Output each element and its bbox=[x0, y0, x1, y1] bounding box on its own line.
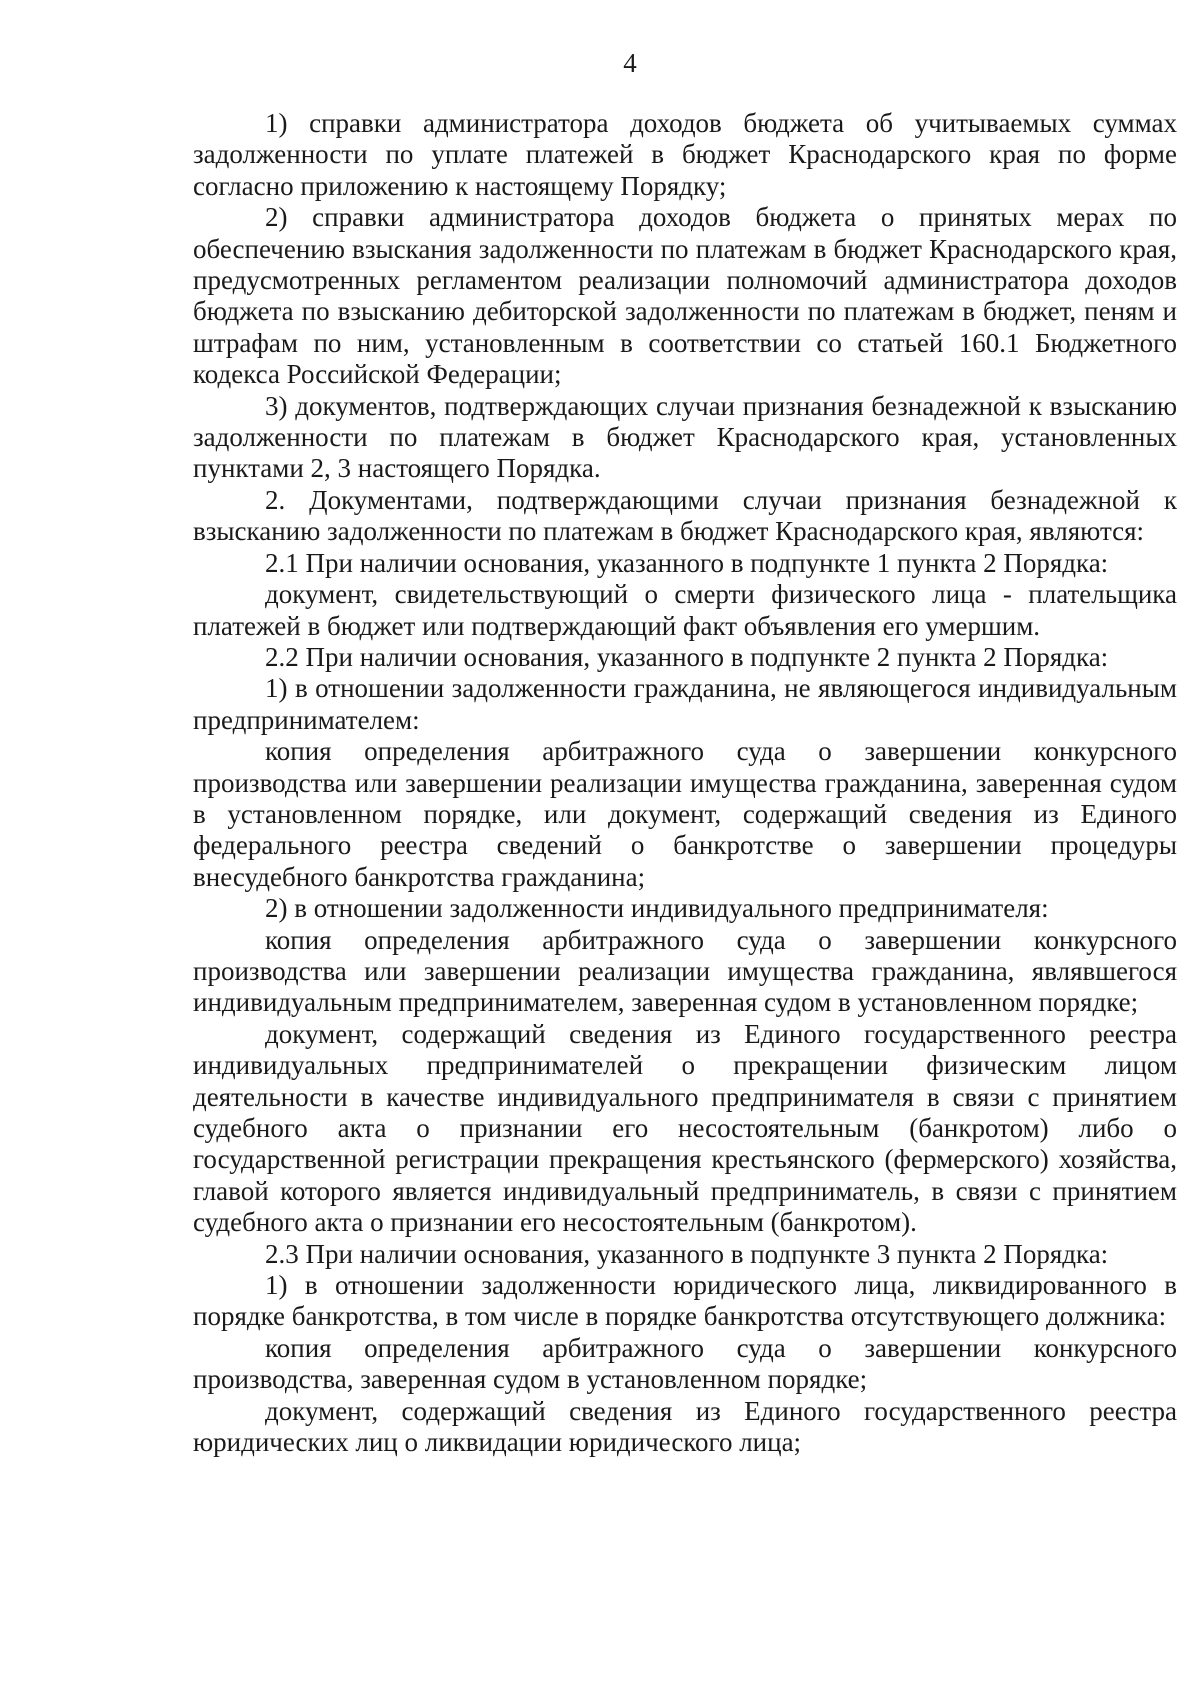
paragraph: копия определения арбитражного суда о завершении конкурсного производства или завершении реализации имущества гражданина, заверенная судом в установленном порядке, или документ, содержащий сведения из Единого федерального реестра сведений о банкротстве о завершении процедуры внесудебного банкротства гражданина; bbox=[193, 736, 1177, 892]
paragraph: документ, содержащий сведения из Единого государственного реестра индивидуальных предпринимателей о прекращении физическим лицом деятельности в качестве индивидуального предпринимателя в связи с принятием судебного акта о признании его несостоятельным (банкротом) либо о государственной регистрации прекращения крестьянского (фермерского) хозяйства, главой которого является индивидуальный предприниматель, в связи с принятием судебного акта о признании его несостоятельным (банкротом). bbox=[193, 1018, 1177, 1238]
paragraph: документ, содержащий сведения из Единого государственного реестра юридических лиц о ликвидации юридического лица; bbox=[193, 1395, 1177, 1458]
paragraph: 3) документов, подтверждающих случаи признания безнадежной к взысканию задолженности по платежам в бюджет Краснодарского края, установленных пунктами 2, 3 настоящего Порядка. bbox=[193, 390, 1177, 484]
paragraph: документ, свидетельствующий о смерти физического лица - плательщика платежей в бюджет или подтверждающий факт объявления его умершим. bbox=[193, 579, 1177, 641]
paragraph: 2. Документами, подтверждающими случаи признания безнадежной к взысканию задолженности по платежам в бюджет Краснодарского края, являются: bbox=[193, 484, 1177, 547]
paragraph: 1) в отношении задолженности юридического лица, ликвидированного в порядке банкротства, в том числе в порядке банкротства отсутствующего должника: bbox=[193, 1270, 1177, 1332]
paragraph: 2) справки администратора доходов бюджета о принятых мерах по обеспечению взыскания задолженности по платежам в бюджет Краснодарского края, предусмотренных регламентом реализации полномочий администратора доходов бюджета по взысканию дебиторской задолженности по платежам в бюджет, пеням и штрафам по ним, установленным в соответствии со статьей 160.1 Бюджетного кодекса Российской Федерации; bbox=[193, 202, 1177, 390]
paragraph: 2.2 При наличии основания, указанного в подпункте 2 пункта 2 Порядка: bbox=[265, 641, 1109, 672]
paragraph: копия определения арбитражного суда о завершении конкурсного производства, заверенная судом в установленном порядке; bbox=[193, 1332, 1177, 1395]
document-body bbox=[193, 108, 1177, 1458]
paragraph: копия определения арбитражного суда о завершении конкурсного производства или завершении реализации имущества гражданина, являвшегося индивидуальным предпринимателем, заверенная судом в установленном порядке; bbox=[193, 924, 1177, 1018]
paragraph: 1) справки администратора доходов бюджета об учитываемых суммах задолженности по уплате платежей в бюджет Краснодарского края по форме согласно приложению к настоящему Порядку; bbox=[193, 108, 1177, 201]
paragraph: 1) в отношении задолженности гражданина, не являющегося индивидуальным предпринимателем: bbox=[193, 673, 1177, 735]
paragraph: 2.1 При наличии основания, указанного в подпункте 1 пункта 2 Порядка: bbox=[265, 547, 1109, 578]
paragraph: 2) в отношении задолженности индивидуального предпринимателя: bbox=[265, 893, 1049, 924]
page-number: 4 bbox=[623, 48, 637, 78]
paragraph: 2.3 При наличии основания, указанного в подпункте 3 пункта 2 Порядка: bbox=[265, 1238, 1109, 1269]
